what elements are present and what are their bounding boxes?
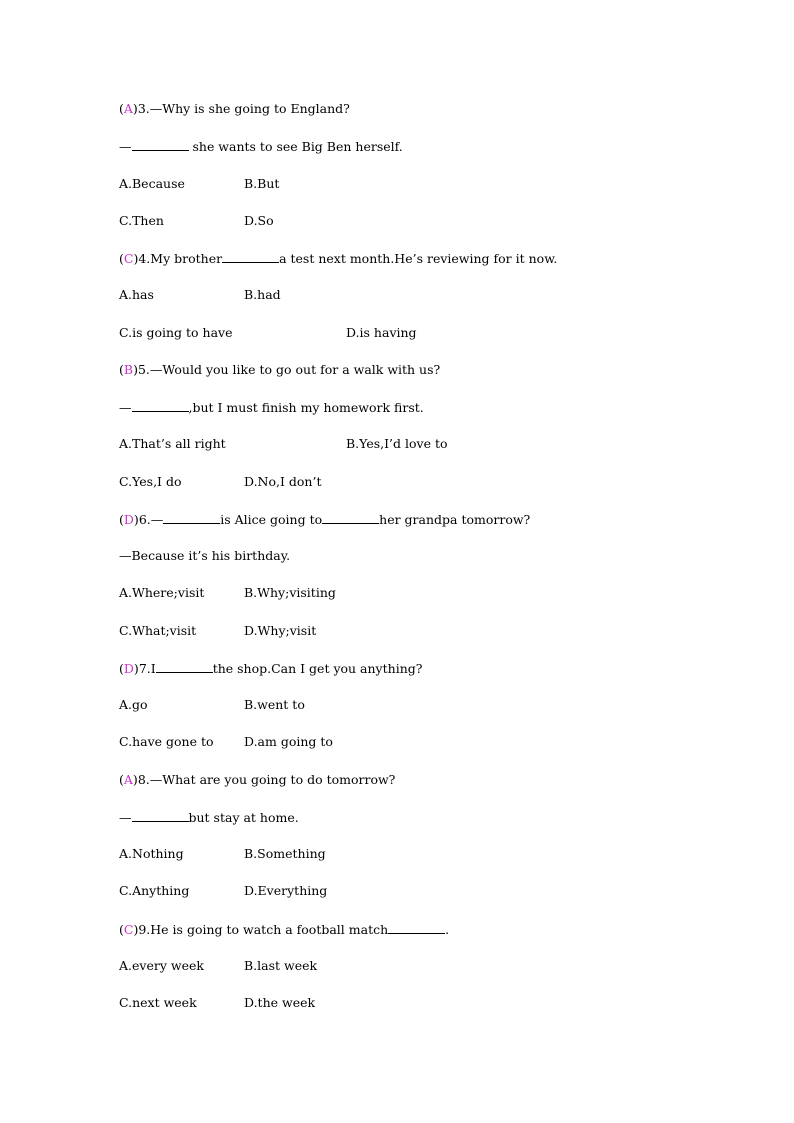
option-a: A.go [119,697,148,712]
question-text: 9.He is going to watch a football match [138,922,389,937]
option-d: D.am going to [244,734,333,749]
question-9-stem: (C)9.He is going to watch a football match . [119,922,450,937]
question-text-tail: the shop.Can I get you anything? [212,661,423,676]
option-d: D.So [244,213,274,228]
question-text-tail: her grandpa tomorrow? [379,512,531,527]
option-b: B.went to [244,697,305,712]
option-b: B.last week [244,958,318,973]
option-a: A.That’s all right [119,436,226,451]
question-text: 4.My brother [138,251,223,266]
dash: — [119,400,132,415]
answer-blank [132,809,189,822]
option-c: C.Then [119,213,164,228]
answer-letter: D [123,512,134,527]
answer-blank [156,660,213,673]
option-d: D.No,I don’t [244,474,322,489]
response-text: she wants to see Big Ben herself. [188,139,403,154]
question-8-stem: (A)8.—What are you going to do tomorrow? [119,772,396,787]
option-c: C.Anything [119,883,190,898]
answer-letter: A [123,101,133,116]
question-text: 7.I [138,661,156,676]
option-b: B.Yes,I’d love to [346,436,448,451]
dash: — [119,810,132,825]
question-text: 5.—Would you like to go out for a walk with us? [137,362,441,377]
option-c: C.is going to have [119,325,233,340]
answer-letter: A [123,772,133,787]
question-4-stem: (C)4.My brother a test next month.He’s reviewing for it now. [119,251,558,266]
option-b: B.Why;visiting [244,585,336,600]
question-6-stem: (D)6.— is Alice going to her grandpa tomorrow? [119,512,531,527]
dash: — [119,139,132,154]
option-b: B.had [244,287,281,302]
answer-blank [388,921,445,934]
question-text-tail: a test next month.He’s reviewing for it now. [279,251,558,266]
option-c: C.have gone to [119,734,214,749]
question-3-stem: (A)3.—Why is she going to England? [119,101,350,116]
answer-blank [132,138,189,151]
option-b: B.Something [244,846,326,861]
option-a: A.Because [119,176,185,191]
response-text: but stay at home. [188,810,299,825]
option-a: A.Nothing [119,846,184,861]
question-text: 6.— [138,512,164,527]
answer-blank [222,250,279,263]
question-8-response [119,809,299,825]
question-text: 8.—What are you going to do tomorrow? [137,772,396,787]
option-a: A.Where;visit [119,585,205,600]
question-3-response [119,138,403,154]
answer-blank-2 [322,511,379,524]
answer-blank [132,399,189,412]
question-7-stem: (D)7.I the shop.Can I get you anything? [119,661,423,676]
option-b: B.But [244,176,280,191]
response-text: ,but I must finish my homework first. [188,400,424,415]
option-a: A.every week [119,958,204,973]
question-5-response [119,399,424,415]
question-5-stem: (B)5.—Would you like to go out for a walk with us? [119,362,441,377]
answer-letter: D [123,661,134,676]
option-a: A.has [119,287,154,302]
answer-letter: C [123,251,134,266]
option-d: D.Everything [244,883,328,898]
option-d: D.the week [244,995,316,1010]
question-text-mid: is Alice going to [220,512,323,527]
answer-letter: B [123,362,134,377]
question-text: 3.—Why is she going to England? [137,101,350,116]
question-6-response: —Because it’s his birthday. [119,548,291,563]
option-d: D.Why;visit [244,623,317,638]
answer-blank-1 [163,511,220,524]
answer-letter: C [123,922,134,937]
option-c: C.Yes,I do [119,474,182,489]
option-c: C.What;visit [119,623,197,638]
question-text-tail: . [445,922,450,937]
option-c: C.next week [119,995,197,1010]
option-d: D.is having [346,325,417,340]
